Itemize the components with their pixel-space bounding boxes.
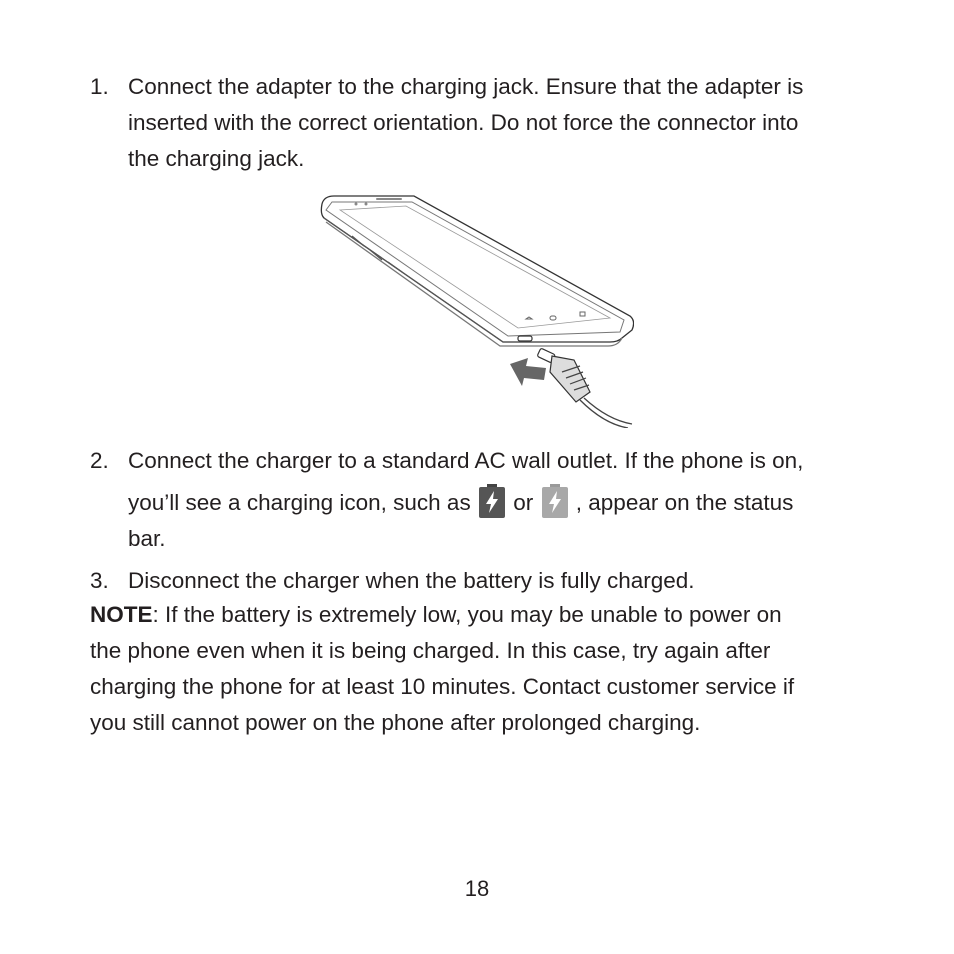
step-2-number: 2. <box>90 448 109 473</box>
note-line-3: charging the phone for at least 10 minutes. Contact customer service if <box>90 674 795 699</box>
step-1-line-3: the charging jack. <box>128 146 305 171</box>
phone-body <box>321 196 633 346</box>
step-3-number: 3. <box>90 568 109 593</box>
step-2-line-3: bar. <box>128 526 166 551</box>
step-2-text-or: or <box>513 490 534 515</box>
step-1-number: 1. <box>90 74 109 99</box>
step-1-line-2: inserted with the correct orientation. Do not force the connector into <box>128 110 799 135</box>
note-line-2: the phone even when it is being charged. In this case, try again after <box>90 638 771 663</box>
battery-charging-dark-icon <box>479 484 505 518</box>
note-line-4: you still cannot power on the phone after prolonged charging. <box>90 710 701 735</box>
step-3-line-1: Disconnect the charger when the battery is fully charged. <box>128 568 695 593</box>
step-2-line-1: Connect the charger to a standard AC wall outlet. If the phone is on, <box>128 448 804 473</box>
note-line-1 <box>90 597 870 633</box>
step-2-line-2 <box>128 485 858 521</box>
note-line-1-text: : If the battery is extremely low, you may be unable to power on <box>152 602 782 627</box>
phone-charging-illustration <box>318 188 634 428</box>
usb-connector <box>537 348 632 428</box>
step-1-text <box>128 69 858 177</box>
step-3-text <box>128 563 858 599</box>
page-number: 18 <box>464 876 490 901</box>
step-1-line-1: Connect the adapter to the charging jack. Ensure that the adapter is <box>128 74 804 99</box>
step-2-text-before-icon: you’ll see a charging icon, such as <box>128 490 471 515</box>
step-2-text-after-icon: , appear on the status <box>575 490 794 515</box>
phone-charging-drawing <box>318 188 634 428</box>
note-label: NOTE <box>90 602 153 627</box>
note-paragraph <box>90 597 870 741</box>
battery-charging-light-icon <box>542 484 568 518</box>
step-2-text <box>128 443 858 557</box>
insert-arrow <box>510 358 546 386</box>
